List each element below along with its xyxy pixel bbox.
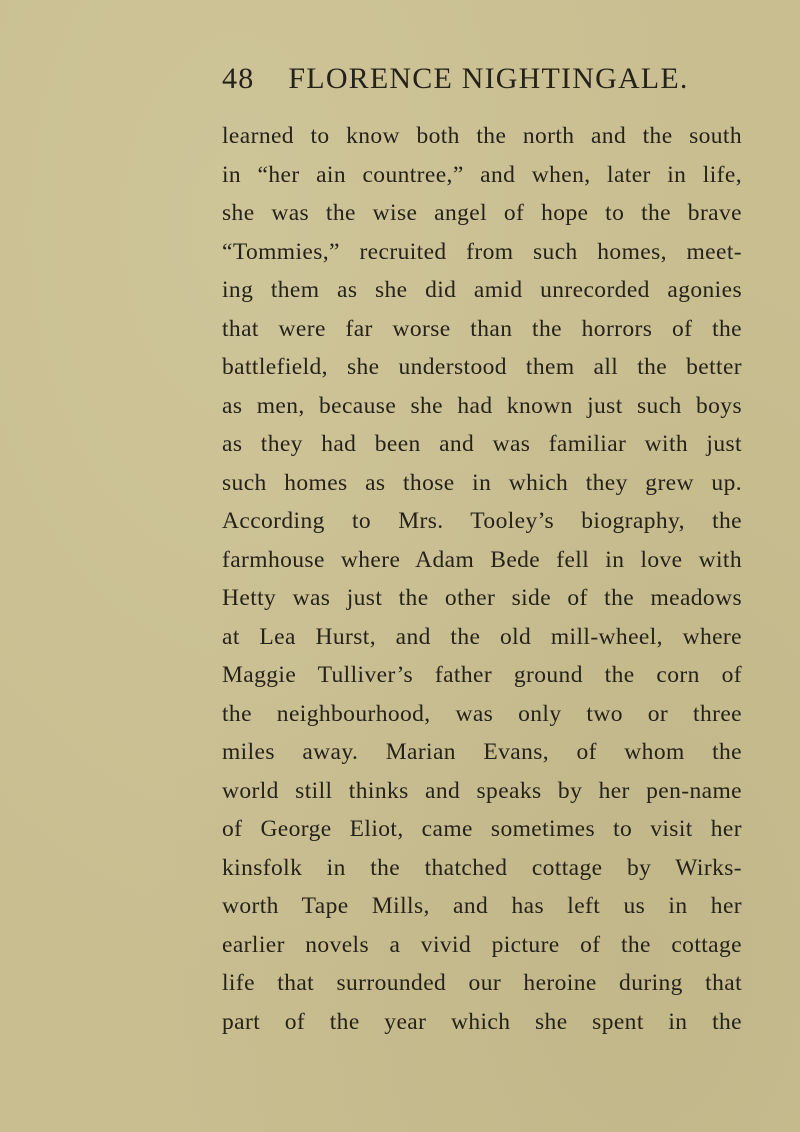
text-line: farmhouse where Adam Bede fell in love with bbox=[222, 546, 742, 573]
text-line: According to Mrs. Tooley’s biography, the bbox=[222, 508, 742, 534]
running-title: FLORENCE NIGHTINGALE. bbox=[288, 62, 689, 95]
body-text bbox=[222, 117, 742, 1041]
text-line: worth Tape Mills, and has left us in her bbox=[222, 893, 742, 919]
text-line: miles away. Marian Evans, of whom the bbox=[222, 739, 742, 765]
text-line: world still thinks and speaks by her pen-name bbox=[222, 777, 742, 804]
text-line: the neighbourhood, was only two or three bbox=[222, 700, 742, 727]
text-line: at Lea Hurst, and the old mill-wheel, where bbox=[222, 623, 742, 650]
text-line: battlefield, she understood them all the better bbox=[222, 354, 742, 380]
page-number: 48 bbox=[222, 62, 255, 95]
text-line: of George Eliot, came sometimes to visit her bbox=[222, 816, 742, 842]
text-line: “Tommies,” recruited from such homes, meet- bbox=[222, 238, 742, 265]
text-line: that were far worse than the horrors of the bbox=[222, 315, 742, 342]
text-line: Maggie Tulliver’s father ground the corn of bbox=[222, 662, 742, 688]
text-line: Hetty was just the other side of the meadows bbox=[222, 585, 742, 611]
running-header bbox=[222, 62, 689, 96]
text-line: in “her ain countree,” and when, later in life, bbox=[222, 161, 742, 188]
text-line: as they had been and was familiar with just bbox=[222, 431, 742, 457]
text-line: life that surrounded our heroine during that bbox=[222, 970, 742, 996]
text-line: part of the year which she spent in the bbox=[222, 1008, 742, 1035]
text-line: ing them as she did amid unrecorded agonies bbox=[222, 277, 742, 303]
text-line: such homes as those in which they grew up. bbox=[222, 469, 742, 496]
text-line: as men, because she had known just such boys bbox=[222, 392, 742, 419]
text-line: earlier novels a vivid picture of the cottage bbox=[222, 931, 742, 958]
text-line: she was the wise angel of hope to the brave bbox=[222, 200, 742, 226]
text-line: kinsfolk in the thatched cottage by Wirks- bbox=[222, 854, 742, 881]
text-line: learned to know both the north and the south bbox=[222, 123, 742, 149]
